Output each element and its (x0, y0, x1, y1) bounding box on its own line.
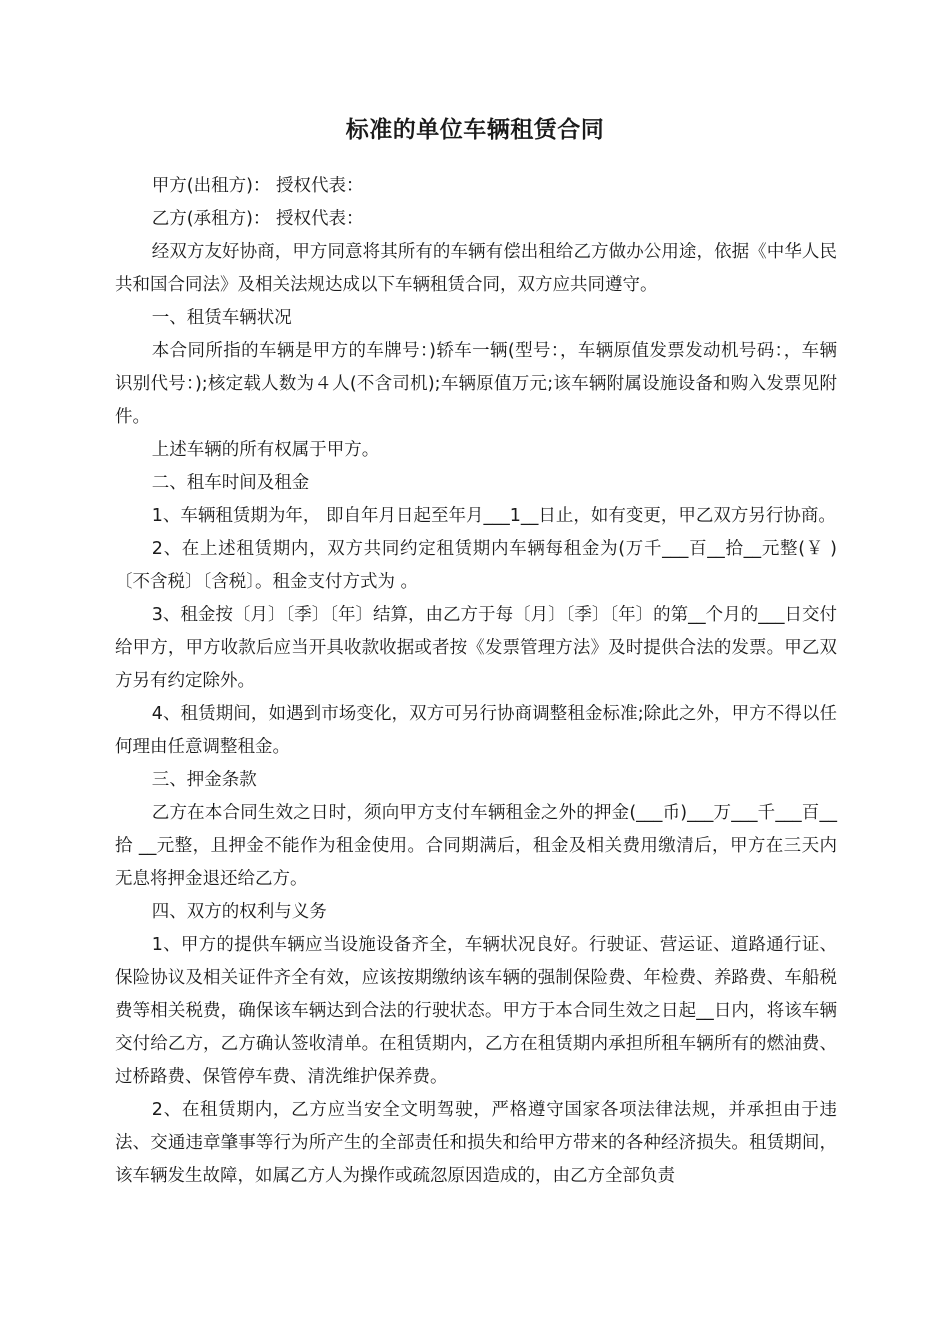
paragraph-vehicle-details: 本合同所指的车辆是甲方的车牌号：)轿车一辆(型号：，车辆原值发票发动机号码：，车辆识别代号：);核定载人数为４人(不含司机);车辆原值万元;该车辆附属设施设备和购入发票见附件。 (115, 341, 837, 427)
paragraph-rights-party-a: 1、甲方的提供车辆应当设施设备齐全，车辆状况良好。行驶证、营运证、道路通行证、保险协议及相关证件齐全有效，应该按期缴纳该车辆的强制保险费、年检费、养路费、车船税费等相关税费，确保该车辆达到合法的行驶状态。甲方于本合同生效之日起__日内，将该车辆交付给乙方，乙方确认签收清单。在租赁期内，乙方在租赁期内承担所租车辆所有的燃油费、过桥路费、保管停车费、清洗维护保养费。 (115, 935, 837, 1087)
paragraph-deposit: 乙方在本合同生效之日时，须向甲方支付车辆租金之外的押金(___币)___万___千___百__拾 __元整，且押金不能作为租金使用。合同期满后，租金及相关费用缴清后，甲方在三天内无息将押金退还给乙方。 (115, 803, 837, 889)
section-heading-deposit: 三、押金条款 (151, 770, 257, 790)
paragraph-rent-amount: 2、在上述租赁期内，双方共同约定租赁期内车辆每租金为(万千___百__拾__元整(￥ )〔不含税〕〔含税〕。租金支付方式为 。 (115, 539, 837, 592)
section-heading-rent: 二、租车时间及租金 (151, 473, 310, 493)
paragraph-rent-settlement: 3、租金按〔月〕〔季〕〔年〕结算，由乙方于每〔月〕〔季〕〔年〕的第__个月的___日交付给甲方，甲方收款后应当开具收款收据或者按《发票管理方法》及时提供合法的发票。甲乙双方另有约定除外。 (115, 605, 837, 691)
paragraph-party-a: 甲方(出租方)： 授权代表： (151, 176, 364, 196)
paragraph-rights-party-b: 2、在租赁期内，乙方应当安全文明驾驶，严格遵守国家各项法律法规，并承担由于违法、交通违章肇事等行为所产生的全部责任和损失和给甲方带来的各种经济损失。租赁期间，该车辆发生故障，如属乙方人为操作或疏忽原因造成的，由乙方全部负责 (115, 1100, 837, 1186)
document-body (115, 170, 837, 1193)
document-title: 标准的单位车辆租赁合同 (345, 117, 605, 143)
paragraph-ownership: 上述车辆的所有权属于甲方。 (151, 440, 380, 460)
section-heading-rights: 四、双方的权利与义务 (151, 902, 327, 922)
section-heading-vehicle: 一、租赁车辆状况 (151, 308, 292, 328)
paragraph-rent-term: 1、车辆租赁期为年， 即自年月日起至年月___1__日止，如有变更，甲乙双方另行协商。 (151, 506, 836, 526)
paragraph-preamble: 经双方友好协商，甲方同意将其所有的车辆有偿出租给乙方做办公用途，依据《中华人民共和国合同法》及相关法规达成以下车辆租赁合同，双方应共同遵守。 (115, 242, 837, 295)
paragraph-rent-adjustment: 4、租赁期间，如遇到市场变化，双方可另行协商调整租金标准;除此之外，甲方不得以任何理由任意调整租金。 (115, 704, 837, 757)
paragraph-party-b: 乙方(承租方)： 授权代表： (151, 209, 364, 229)
